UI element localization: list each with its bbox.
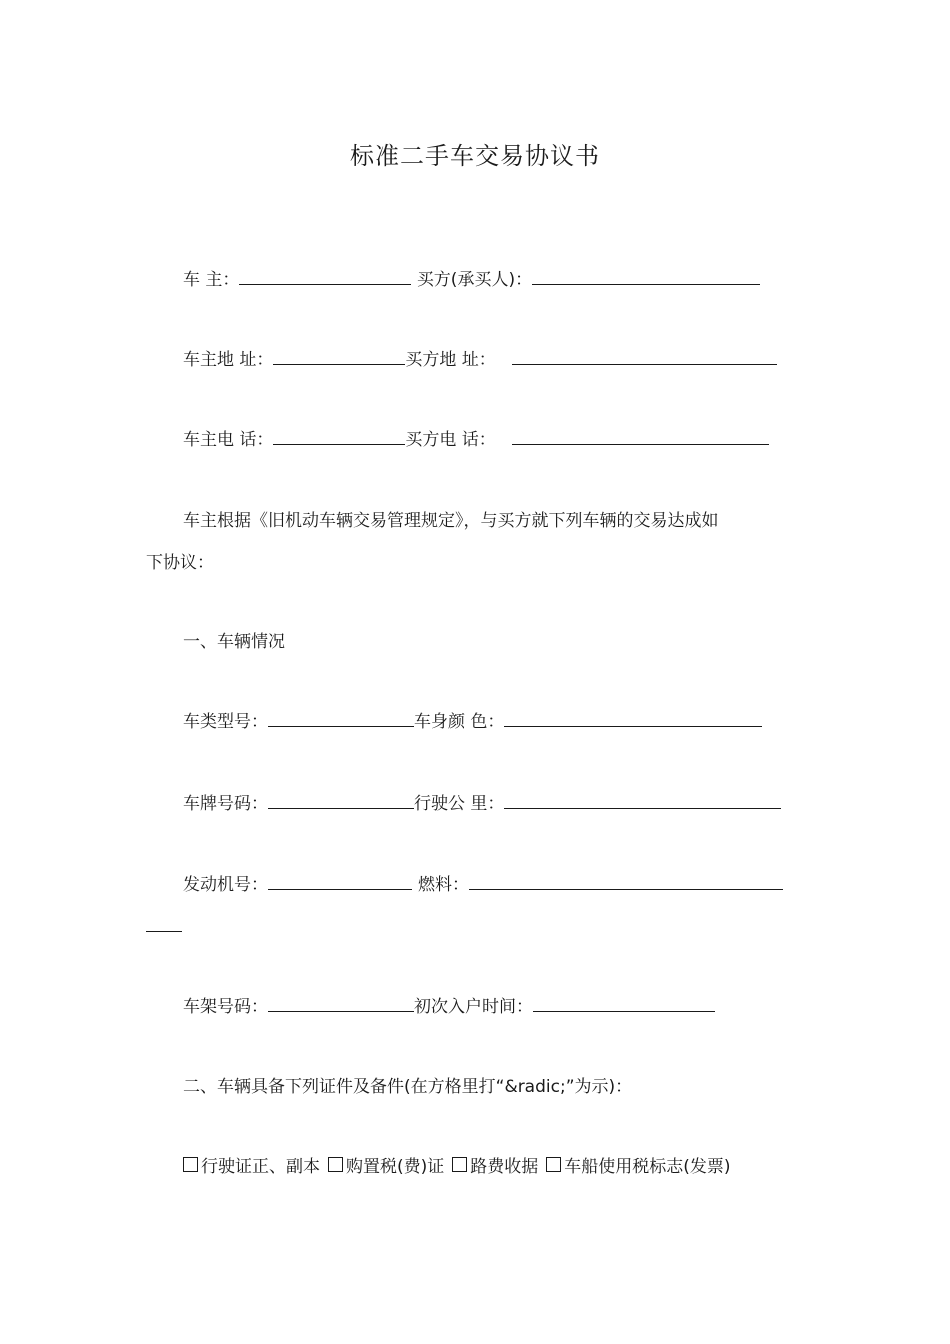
mileage-label: 行驶公 里：: [414, 794, 505, 814]
owner-phone-label: 车主电 话：: [183, 430, 274, 450]
address-row: [183, 346, 777, 372]
owner-blank[interactable]: [239, 266, 411, 285]
plate-label: 车牌号码：: [183, 794, 268, 814]
buyer-phone-blank[interactable]: [512, 426, 769, 445]
model-color-row: [183, 708, 762, 734]
buyer-label: 买方(承买人)：: [416, 270, 533, 290]
owner-address-blank[interactable]: [273, 346, 405, 365]
fuel-blank-wrap[interactable]: [146, 913, 182, 932]
checklist-item-purchase-tax: 购置税(费)证: [346, 1157, 445, 1177]
first-reg-label: 初次入户时间：: [414, 997, 533, 1017]
checkbox-icon[interactable]: [328, 1157, 343, 1172]
color-label: 车身颜 色：: [414, 712, 505, 732]
documents-checklist: [183, 1155, 731, 1179]
fuel-blank-continuation: [146, 913, 182, 939]
engine-fuel-row: [183, 871, 783, 897]
owner-phone-blank[interactable]: [273, 426, 405, 445]
plate-blank[interactable]: [268, 790, 414, 809]
checklist-item-vehicle-tax: 车船使用税标志(发票): [564, 1157, 731, 1177]
owner-address-label: 车主地 址：: [183, 350, 274, 370]
phone-row: [183, 426, 769, 452]
checklist-item-license: 行驶证正、副本: [201, 1157, 320, 1177]
buyer-phone-label: 买方电 话：: [405, 430, 496, 450]
fuel-blank[interactable]: [469, 871, 783, 890]
color-blank[interactable]: [504, 708, 762, 727]
buyer-address-label: 买方地 址：: [405, 350, 496, 370]
section1-heading: 一、车辆情况: [183, 632, 285, 652]
mileage-blank[interactable]: [504, 790, 781, 809]
checkbox-icon[interactable]: [183, 1157, 198, 1172]
checkbox-icon[interactable]: [452, 1157, 467, 1172]
intro-line-2: 下协议：: [146, 553, 214, 573]
engine-blank[interactable]: [268, 871, 412, 890]
first-reg-blank[interactable]: [533, 993, 715, 1012]
section2-heading: 二、车辆具备下列证件及备件(在方格里打“&radic;”为示)：: [183, 1077, 633, 1097]
buyer-address-blank[interactable]: [512, 346, 777, 365]
owner-buyer-row: [183, 266, 760, 292]
document-title: 标准二手车交易协议书: [350, 142, 600, 170]
checklist-item-toll-receipt: 路费收据: [470, 1157, 539, 1177]
buyer-blank[interactable]: [532, 266, 760, 285]
intro-line-1: 车主根据《旧机动车辆交易管理规定》，与买方就下列车辆的交易达成如: [183, 511, 719, 531]
owner-label: 车 主：: [183, 270, 240, 290]
frame-firstreg-row: [183, 993, 715, 1019]
fuel-label: 燃料：: [418, 875, 469, 895]
engine-label: 发动机号：: [183, 875, 268, 895]
frame-label: 车架号码：: [183, 997, 268, 1017]
checkbox-icon[interactable]: [546, 1157, 561, 1172]
frame-blank[interactable]: [268, 993, 414, 1012]
model-label: 车类型号：: [183, 712, 268, 732]
model-blank[interactable]: [268, 708, 414, 727]
plate-mileage-row: [183, 790, 781, 816]
